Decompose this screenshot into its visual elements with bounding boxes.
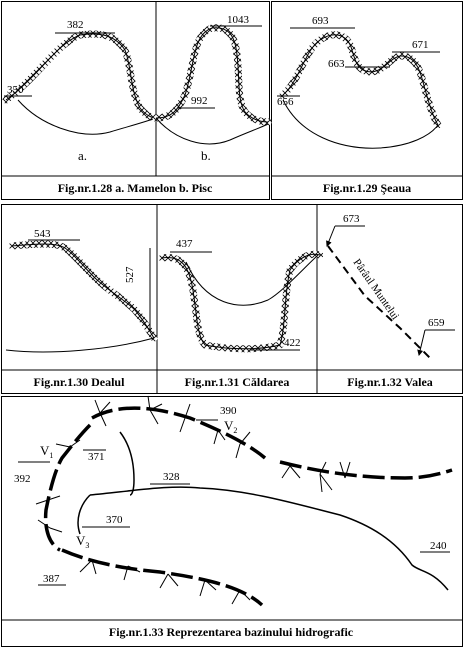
mamelon-side-elevation: 350 xyxy=(7,84,24,96)
v1-label: $V_1$ xyxy=(40,443,54,460)
watershed-divide xyxy=(46,408,452,605)
cirque-top-elevation: 437 xyxy=(176,238,193,250)
hill-side-elevation: 527 xyxy=(124,266,136,283)
cirque-diagram xyxy=(162,252,320,350)
elev-370-label: 370 xyxy=(106,514,123,526)
valley-bottom-elevation: 659 xyxy=(428,317,445,329)
mamelon-top-elevation: 382 xyxy=(67,19,84,31)
divide-ticks xyxy=(36,396,350,604)
pisc-diagram xyxy=(156,26,268,144)
panel-frames xyxy=(2,2,463,647)
elev-387-label: 387 xyxy=(43,573,60,585)
mamelon-diagram xyxy=(4,33,156,134)
saddle-left-peak-elevation: 693 xyxy=(312,15,329,27)
pisc-label: b. xyxy=(201,148,211,163)
saddle-side-elevation: 656 xyxy=(277,96,294,108)
elev-371-label: 371 xyxy=(88,451,105,463)
elev-392-label: 392 xyxy=(14,473,31,485)
saddle-pass-elevation: 663 xyxy=(328,58,345,70)
elev-240-label: 240 xyxy=(430,540,447,552)
stream-name-label: Pârâul Muntelui xyxy=(350,256,402,323)
valley-diagram xyxy=(327,226,455,358)
fig129-caption: Fig.nr.1.29 Şeaua xyxy=(322,181,412,195)
fig131-caption: Fig.nr.1.31 Căldarea xyxy=(184,375,290,389)
elev-390-label: 390 xyxy=(220,405,237,417)
fig133-caption: Fig.nr.1.33 Reprezentarea bazinului hidrografic xyxy=(108,625,354,639)
cirque-bottom-elevation: 422 xyxy=(284,337,301,349)
hill-top-elevation: 543 xyxy=(34,228,51,240)
hill-diagram xyxy=(6,240,154,352)
v2-label: $V_2$ xyxy=(224,418,238,435)
saddle-right-peak-elevation: 671 xyxy=(412,39,429,51)
mamelon-label: a. xyxy=(78,148,88,163)
pisc-top-elevation: 1043 xyxy=(227,14,249,26)
v3-label: $V_3$ xyxy=(76,533,90,550)
fig130-caption: Fig.nr.1.30 Dealul xyxy=(33,375,125,389)
elev-328-label: 328 xyxy=(163,471,180,483)
valley-top-elevation: 673 xyxy=(343,213,360,225)
fig132-caption: Fig.nr.1.32 Valea xyxy=(347,375,433,389)
fig128-caption: Fig.nr.1.28 a. Mamelon b. Pisc xyxy=(57,181,213,195)
pisc-side-elevation: 992 xyxy=(191,95,208,107)
leader-lines xyxy=(18,420,450,585)
